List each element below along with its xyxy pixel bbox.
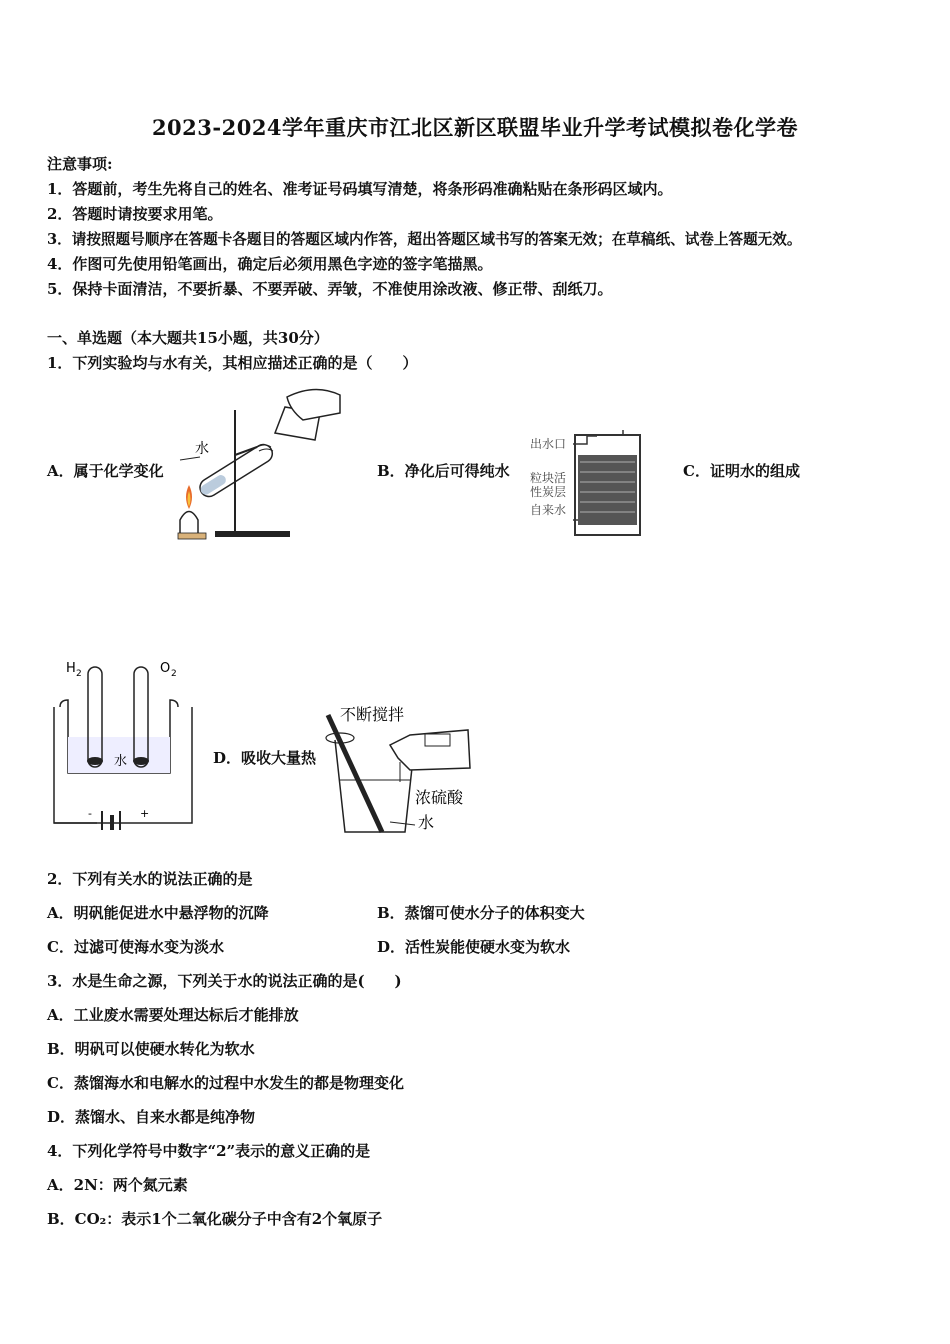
label-outlet: 出水口 bbox=[530, 437, 567, 451]
label-carbon-2: 性炭层 bbox=[530, 485, 567, 499]
notice-item: 3．请按照题号顺序在答题卡各题目的答题区域内作答，超出答题区域书写的答案无效；在草稿纸、试卷上答题无效。 bbox=[47, 231, 802, 248]
question-stem: 1．下列实验均与水有关，其相应描述正确的是（ ） bbox=[47, 354, 418, 372]
label-water: 水 bbox=[114, 754, 128, 769]
label-h2: H bbox=[66, 661, 76, 676]
label-o2: O bbox=[160, 661, 171, 676]
label-o2-sub: 2 bbox=[171, 669, 177, 679]
figure-acid-dilution bbox=[320, 700, 480, 835]
figure-electrolysis bbox=[52, 655, 212, 830]
option-d: D．吸收大量热 bbox=[213, 749, 317, 767]
notice-item: 1．答题前，考生先将自己的姓名、准考证号码填写清楚，将条形码准确粘贴在条形码区域内。 bbox=[47, 180, 673, 198]
page-title: 2023-2024学年重庆市江北区新区联盟毕业升学考试模拟卷化学卷 bbox=[151, 115, 799, 140]
option-b: B．明矾可以使硬水转化为软水 bbox=[47, 1040, 255, 1058]
label-tap-water: 自来水 bbox=[530, 503, 567, 517]
notice-item: 2．答题时请按要求用笔。 bbox=[47, 205, 223, 223]
option-a: A．2N：两个氮元素 bbox=[47, 1176, 188, 1194]
label-h2-sub: 2 bbox=[76, 669, 82, 679]
label-plus: + bbox=[140, 807, 150, 820]
question-stem: 2．下列有关水的说法正确的是 bbox=[47, 870, 253, 888]
label-minus: - bbox=[88, 807, 92, 820]
option-d: D．活性炭能使硬水变为软水 bbox=[377, 938, 571, 956]
notice-heading: 注意事项: bbox=[47, 155, 113, 173]
option-d: D．蒸馏水、自来水都是纯净物 bbox=[47, 1108, 256, 1126]
option-a: A．工业废水需要处理达标后才能排放 bbox=[47, 1006, 299, 1024]
option-c: C．过滤可使海水变为淡水 bbox=[47, 938, 224, 956]
label-water: 水 bbox=[195, 441, 209, 457]
label-water: 水 bbox=[418, 813, 435, 832]
option-b: B．蒸馏可使水分子的体积变大 bbox=[377, 904, 585, 922]
figure-heating-test-tube bbox=[175, 385, 350, 545]
option-b: B．CO₂：表示1个二氧化碳分子中含有2个氧原子 bbox=[47, 1210, 383, 1228]
notice-item: 4．作图可先使用铅笔画出，确定后必须用黑色字迹的签字笔描黑。 bbox=[47, 255, 493, 273]
option-c: C．蒸馏海水和电解水的过程中水发生的都是物理变化 bbox=[47, 1074, 404, 1092]
label-stir: 不断搅拌 bbox=[340, 705, 405, 724]
figure-carbon-filter bbox=[525, 430, 655, 540]
label-carbon-1: 粒块活 bbox=[530, 471, 567, 485]
section-heading: 一、单选题（本大题共15小题，共30分） bbox=[47, 329, 329, 347]
option-c: C．证明水的组成 bbox=[683, 462, 800, 480]
label-acid: 浓硫酸 bbox=[415, 788, 464, 807]
question-stem: 4．下列化学符号中数字“2”表示的意义正确的是 bbox=[47, 1142, 371, 1160]
question-stem: 3．水是生命之源，下列关于水的说法正确的是( ) bbox=[47, 972, 402, 990]
option-a: A．属于化学变化 bbox=[47, 462, 164, 480]
option-a: A．明矾能促进水中悬浮物的沉降 bbox=[47, 904, 269, 922]
notice-item: 5．保持卡面清洁，不要折暴、不要弄破、弄皱，不准使用涂改液、修正带、刮纸刀。 bbox=[47, 280, 613, 298]
option-b: B．净化后可得纯水 bbox=[377, 462, 510, 480]
